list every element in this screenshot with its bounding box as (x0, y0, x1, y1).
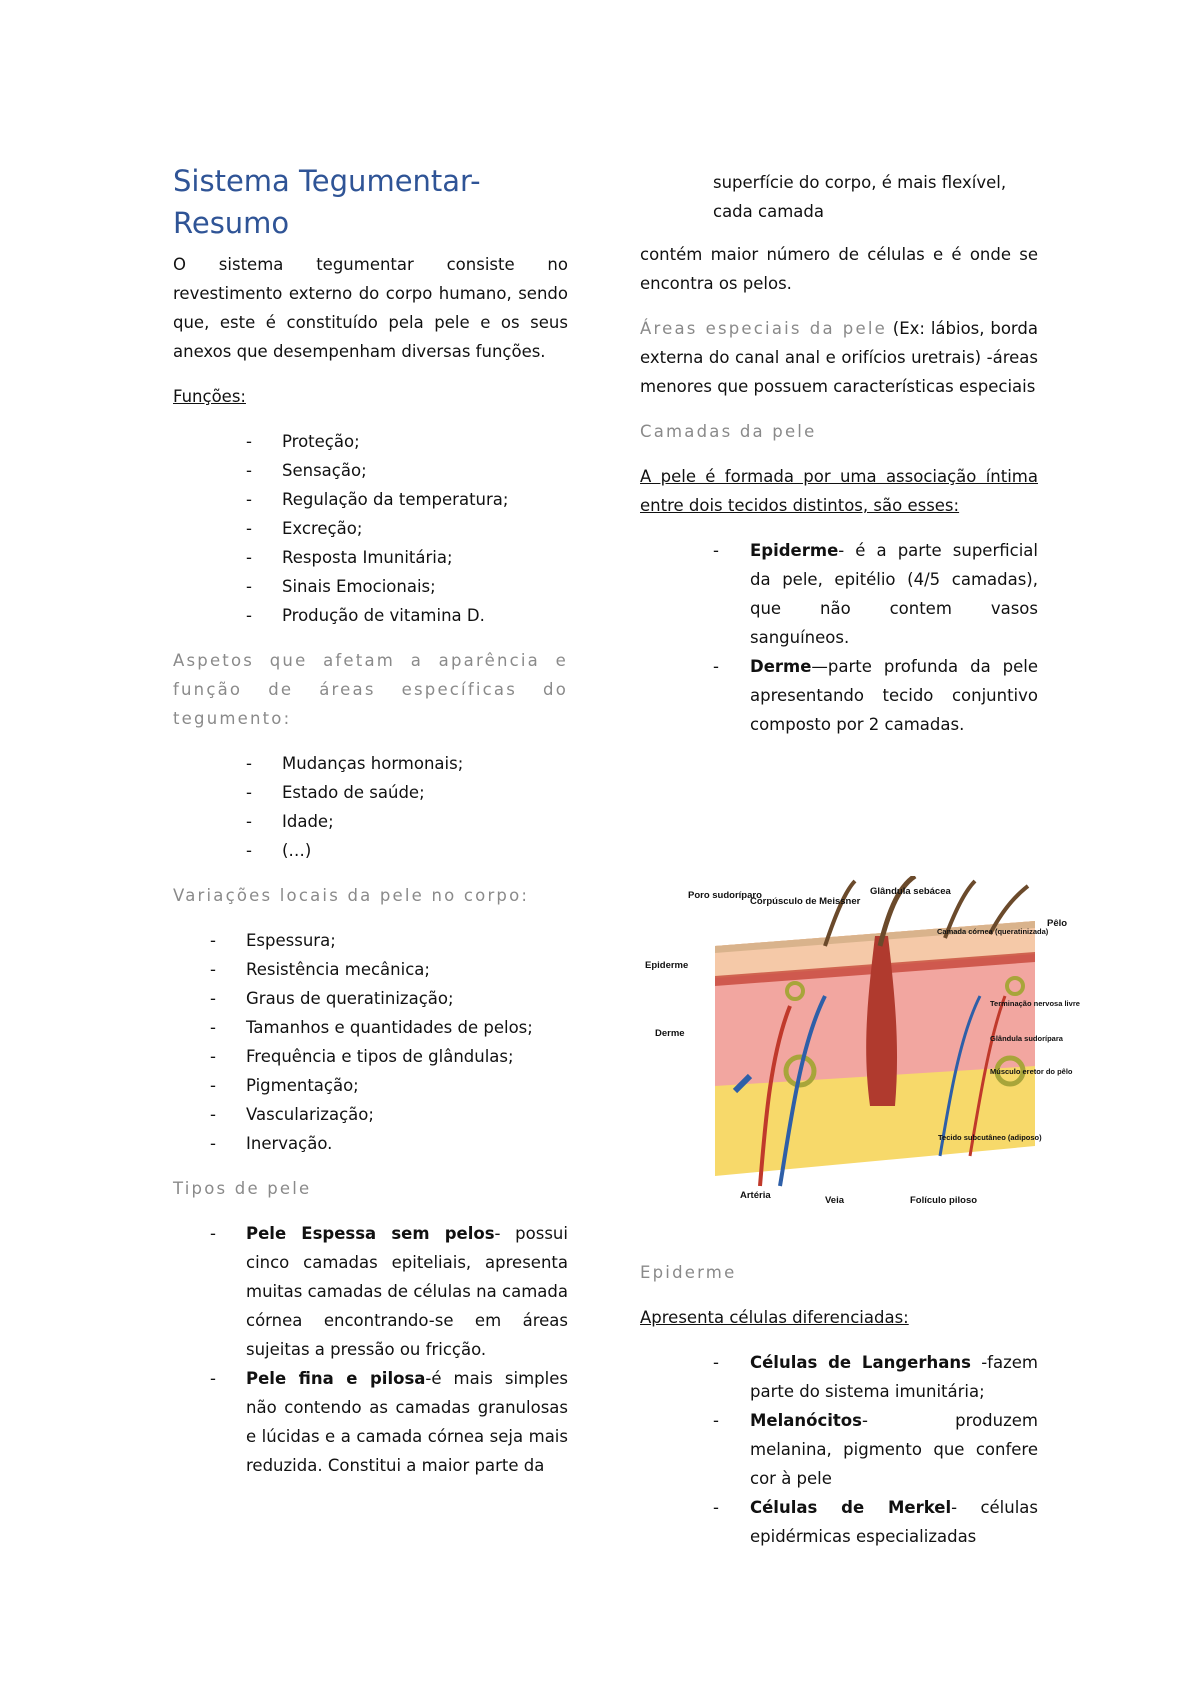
continuation-text: superfície do corpo, é mais flexível, cada camada (713, 173, 1007, 221)
list-item: - Derme—parte profunda da pele apresentando tecido conjuntivo composto por 2 camadas. (713, 657, 1038, 734)
camadas-heading: Camadas da pele (640, 422, 817, 441)
epiderme-list (640, 1348, 1038, 1551)
list-item: - Frequência e tipos de glândulas; (210, 1047, 514, 1066)
label-corpusculo: Corpúsculo de Meissner (750, 896, 861, 907)
right-column (640, 168, 1038, 755)
aspetos-list (173, 749, 568, 865)
tipos-list (173, 1219, 568, 1480)
areas-heading: Áreas especiais da pele (640, 319, 887, 338)
list-item: - Pele fina e pilosa-é mais simples não contendo as camadas granulosas e lúcidas e a camada córnea seja mais reduzida. Constitui a maior parte da (210, 1369, 568, 1475)
aspetos-heading: Aspetos que afetam a aparência e função de áreas específicas do tegumento: (173, 651, 568, 728)
list-item: - Melanócitos- produzem melanina, pigmento que confere cor à pele (713, 1411, 1038, 1488)
list-item: - Resistência mecânica; (210, 960, 430, 979)
list-item: - Idade; (246, 812, 334, 831)
label-poro: Poro sudoríparo (688, 890, 762, 901)
list-item: - Regulação da temperatura; (246, 490, 509, 509)
list-item: - Pigmentação; (210, 1076, 359, 1095)
list-item: - Sensação; (246, 461, 367, 480)
camadas-intro: A pele é formada por uma associação íntima entre dois tecidos distintos, são esses: (640, 467, 1038, 515)
list-item: - Epiderme- é a parte superficial da pele, epitélio (4/5 camadas), que não contem vasos sanguíneos. (713, 541, 1038, 647)
label-musculo: Músculo eretor do pêlo (990, 1067, 1073, 1076)
label-glandula-sudoripara: Glândula sudorípara (990, 1034, 1063, 1043)
page-title: Sistema Tegumentar- Resumo (173, 164, 481, 240)
right-column-lower (640, 1258, 1038, 1567)
label-pelo: Pêlo (1047, 918, 1068, 929)
label-terminacao: Terminação nervosa livre (990, 999, 1080, 1008)
funcoes-list (173, 427, 568, 630)
camadas-list (640, 536, 1038, 739)
list-item: - Resposta Imunitária; (246, 548, 453, 567)
label-epiderme: Epiderme (645, 960, 689, 971)
list-item: - Inervação. (210, 1134, 333, 1153)
label-camada-cornea: Camada córnea (queratinizada) (937, 927, 1049, 936)
list-item: - Células de Merkel- células epidérmicas especializadas (713, 1498, 1038, 1546)
label-tecido: Tecido subcutâneo (adiposo) (938, 1133, 1042, 1142)
variacoes-list (173, 926, 568, 1158)
intro-paragraph: O sistema tegumentar consiste no revestimento externo do corpo humano, sendo que, este é constituído pela pele e os seus anexos que desempenham diversas funções. (173, 255, 568, 361)
label-derme: Derme (655, 1028, 685, 1039)
epiderme-intro: Apresenta células diferenciadas: (640, 1308, 909, 1327)
label-veia: Veia (825, 1195, 845, 1206)
epiderme-heading: Epiderme (640, 1263, 737, 1282)
label-arteria: Artéria (740, 1190, 771, 1201)
list-item: - Estado de saúde; (246, 783, 425, 802)
list-item: - Sinais Emocionais; (246, 577, 436, 596)
list-item: - Proteção; (246, 432, 360, 451)
continuation-text-2: contém maior número de células e é onde se encontra os pelos. (640, 245, 1038, 293)
list-item: - Excreção; (246, 519, 363, 538)
tipos-heading: Tipos de pele (173, 1179, 312, 1198)
label-glandula-sebacea: Glândula sebácea (870, 886, 951, 897)
list-item: - Produção de vitamina D. (246, 606, 485, 625)
list-item: - Espessura; (210, 931, 336, 950)
list-item: - Vascularização; (210, 1105, 374, 1124)
list-item: - Células de Langerhans -fazem parte do sistema imunitária; (713, 1353, 1038, 1401)
list-item: - Graus de queratinização; (210, 989, 454, 1008)
variacoes-heading: Variações locais da pele no corpo: (173, 886, 530, 905)
left-column (173, 160, 568, 1496)
funcoes-heading: Funções: (173, 387, 246, 406)
areas-paragraph: Áreas especiais da pele (Ex: lábios, borda externa do canal anal e orifícios uretrais) -áreas menores que possuem características especiais (640, 319, 1038, 396)
list-item: - Mudanças hormonais; (246, 754, 464, 773)
skin-diagram (640, 876, 1110, 1206)
list-item: - Tamanhos e quantidades de pelos; (210, 1018, 533, 1037)
label-foliculo: Folículo piloso (910, 1195, 978, 1206)
list-item: - Pele Espessa sem pelos- possui cinco camadas epiteliais, apresenta muitas camadas de células na camada córnea encontrando-se em áreas sujeitas a pressão ou fricção. (210, 1224, 568, 1359)
list-item: - (…) (246, 841, 312, 860)
